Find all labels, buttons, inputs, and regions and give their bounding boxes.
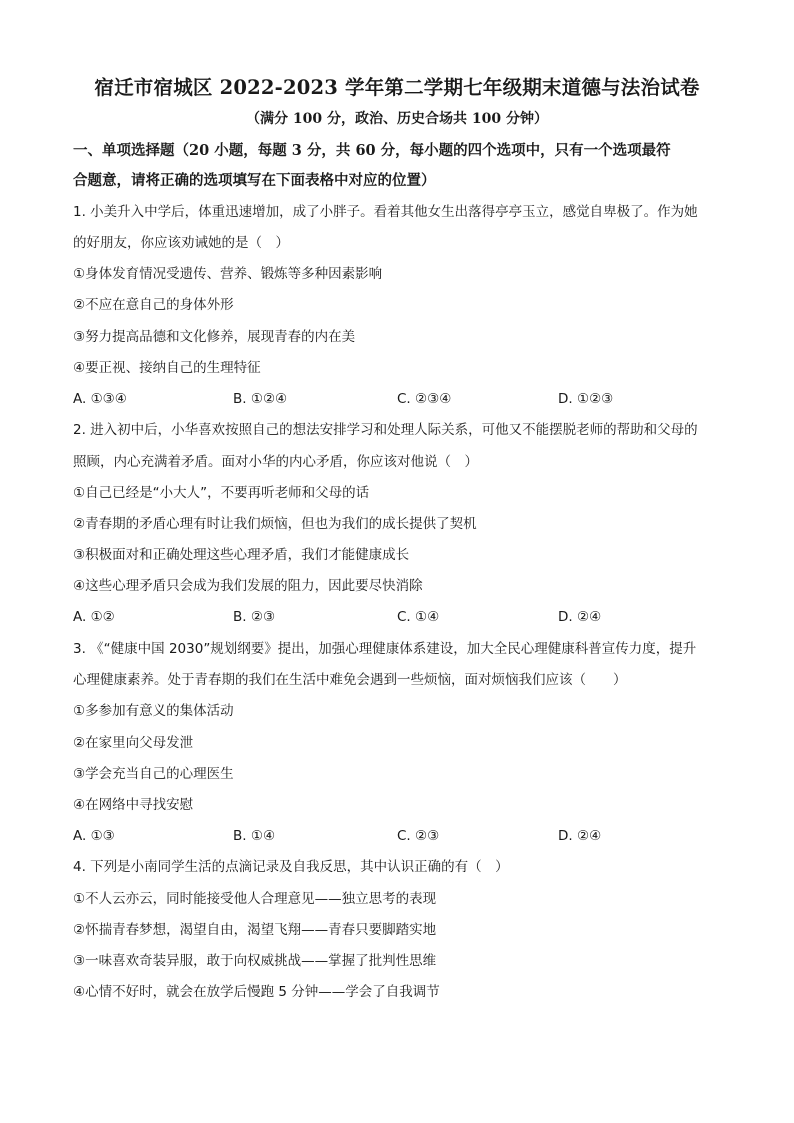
question-3-stem-line-2: 心理健康素养。处于青春期的我们在生活中难免会遇到一些烦恼，面对烦恼我们应该（ ） xyxy=(73,672,627,688)
question-1-statement-1: ①身体发育情况受遗传、营养、锻炼等多种因素影响 xyxy=(73,266,383,282)
question-4-statement-4: ④心情不好时，就会在放学后慢跑 5 分钟——学会了自我调节 xyxy=(73,984,440,1000)
question-3-option-a: A. ①③ xyxy=(73,828,115,844)
question-1-statement-4: ④要正视、接纳自己的生理特征 xyxy=(73,360,261,376)
question-1-option-d: D. ①②③ xyxy=(558,391,614,407)
question-3-statement-2: ②在家里向父母发泄 xyxy=(73,735,194,751)
question-1-statement-3: ③努力提高品德和文化修养，展现青春的内在美 xyxy=(73,329,356,345)
question-3-option-b: B. ①④ xyxy=(233,828,276,844)
page-title: 宿迁市宿城区 2022-2023 学年第二学期七年级期末道德与法治试卷 xyxy=(94,76,700,99)
question-2-statement-3: ③积极面对和正确处理这些心理矛盾，我们才能健康成长 xyxy=(73,547,410,563)
question-3-stem-line-1: 3. 《“健康中国 2030”规划纲要》提出，加强心理健康体系建设，加大全民心理健康科普宣传力度，提升 xyxy=(73,641,697,657)
question-2-stem-line-2: 照顾，内心充满着矛盾。面对小华的内心矛盾，你应该对他说（ ） xyxy=(73,454,478,470)
question-2-option-c: C. ①④ xyxy=(397,609,440,625)
question-1-option-c: C. ②③④ xyxy=(397,391,452,407)
question-3-statement-3: ③学会充当自己的心理医生 xyxy=(73,766,234,782)
question-1-option-b: B. ①②④ xyxy=(233,391,288,407)
question-4-statement-1: ①不人云亦云，同时能接受他人合理意见——独立思考的表现 xyxy=(73,891,437,907)
question-2-statement-4: ④这些心理矛盾只会成为我们发展的阻力，因此要尽快消除 xyxy=(73,578,423,594)
section-heading-line-2: 合题意，请将正确的选项填写在下面表格中对应的位置） xyxy=(73,172,436,189)
question-1-stem-line-1: 1. 小美升入中学后，体重迅速增加，成了小胖子。看着其他女生出落得亭亭玉立，感觉自卑极了。作为她 xyxy=(73,204,698,220)
question-3-option-d: D. ②④ xyxy=(558,828,602,844)
question-2-statement-1: ①自己已经是“小大人”，不要再听老师和父母的话 xyxy=(73,485,370,501)
question-3-option-c: C. ②③ xyxy=(397,828,440,844)
question-2-stem-line-1: 2. 进入初中后，小华喜欢按照自己的想法安排学习和处理人际关系，可他又不能摆脱老师的帮助和父母的 xyxy=(73,422,698,438)
question-2-option-a: A. ①② xyxy=(73,609,115,625)
question-4-stem: 4. 下列是小南同学生活的点滴记录及自我反思，其中认识正确的有（ ） xyxy=(73,859,509,875)
question-2-option-d: D. ②④ xyxy=(558,609,602,625)
question-1-statement-2: ②不应在意自己的身体外形 xyxy=(73,297,234,313)
question-2-statement-2: ②青春期的矛盾心理有时让我们烦恼，但也为我们的成长提供了契机 xyxy=(73,516,477,532)
question-4-statement-3: ③一味喜欢奇装异服，敢于向权威挑战——掌握了批判性思维 xyxy=(73,953,437,969)
section-heading-line-1: 一、单项选择题（20 小题，每题 3 分，共 60 分，每小题的四个选项中，只有一个选项最符 xyxy=(73,142,671,159)
question-4-statement-2: ②怀揣青春梦想，渴望自由，渴望飞翔——青春只要脚踏实地 xyxy=(73,922,437,938)
question-1-stem-line-2: 的好朋友，你应该劝诫她的是（ ） xyxy=(73,235,289,251)
page-subtitle: （满分 100 分，政治、历史合场共 100 分钟） xyxy=(246,111,548,127)
question-2-option-b: B. ②③ xyxy=(233,609,276,625)
question-3-statement-4: ④在网络中寻找安慰 xyxy=(73,797,194,813)
question-3-statement-1: ①多参加有意义的集体活动 xyxy=(73,703,234,719)
question-1-option-a: A. ①③④ xyxy=(73,391,127,407)
